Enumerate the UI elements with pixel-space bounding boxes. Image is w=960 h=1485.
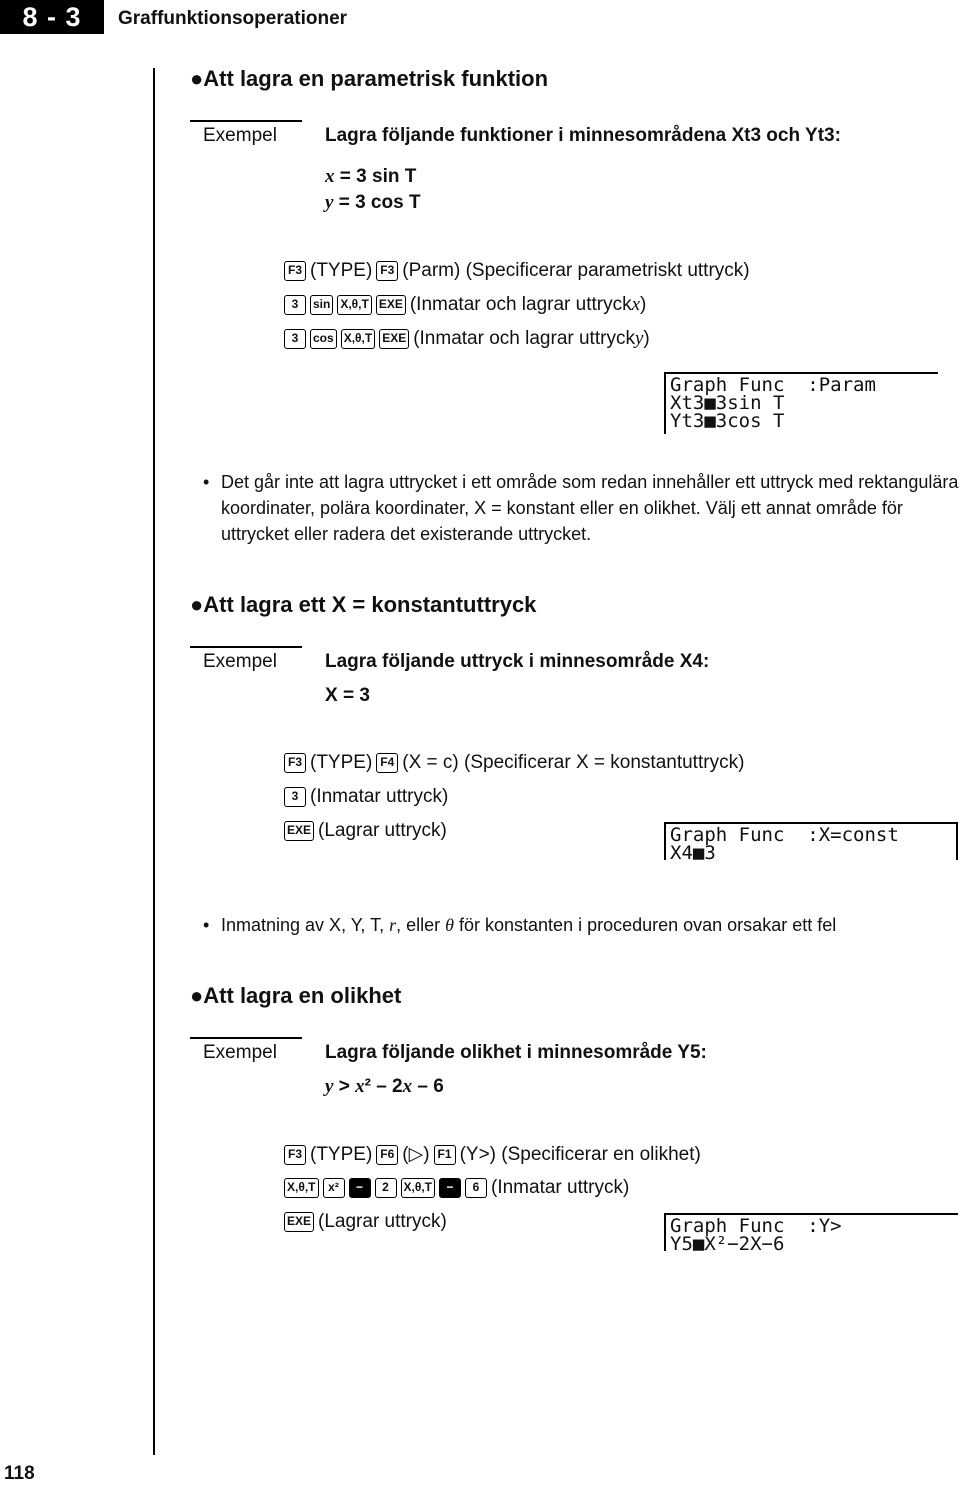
f3-key: F3 bbox=[284, 1145, 306, 1165]
step-text: (TYPE) bbox=[310, 260, 373, 281]
example-text: Lagra följande funktioner i minnesområdena Xt3 och Yt3: bbox=[325, 125, 841, 146]
example-text: Lagra följande uttryck i minnesområde X4: bbox=[325, 651, 710, 672]
x-theta-t-key: X,θ,T bbox=[401, 1178, 436, 1198]
step-text: ) bbox=[640, 294, 647, 315]
calculator-screen: Graph Func :Y> Y5■X²−2X−6 bbox=[664, 1213, 958, 1251]
step-row bbox=[284, 260, 750, 282]
example-label: Exempel bbox=[203, 651, 277, 672]
step-text: ) bbox=[643, 328, 650, 349]
calculator-screen: Graph Func :X=const X4■3 bbox=[664, 822, 958, 860]
step-text: (Inmatar uttryck) bbox=[310, 786, 449, 807]
chapter-title: Graffunktionsoperationer bbox=[118, 8, 348, 29]
step-text: (X = c) (Specificerar X = konstantuttryck) bbox=[402, 752, 745, 773]
step-row bbox=[284, 752, 744, 774]
exe-key: EXE bbox=[284, 1212, 314, 1232]
exe-key: EXE bbox=[379, 329, 409, 349]
f6-key: F6 bbox=[376, 1145, 398, 1165]
step-row bbox=[284, 328, 650, 350]
step-text: (Lagrar uttryck) bbox=[318, 820, 447, 841]
example-rule bbox=[190, 646, 302, 648]
example-rule bbox=[190, 1037, 302, 1039]
step-row bbox=[284, 820, 447, 842]
step-text: (TYPE) bbox=[310, 752, 373, 773]
example-rule bbox=[190, 120, 302, 122]
x-squared-key: x² bbox=[323, 1178, 345, 1198]
formula-x-const: X = 3 bbox=[325, 685, 370, 706]
formula-y: y = 3 cos T bbox=[325, 192, 421, 213]
step-row bbox=[284, 1211, 447, 1233]
example-label: Exempel bbox=[203, 125, 277, 146]
section-title-parametric: ●Att lagra en parametrisk funktion bbox=[190, 66, 549, 91]
exe-key: EXE bbox=[284, 821, 314, 841]
f3-key: F3 bbox=[284, 261, 306, 281]
minus-key: − bbox=[349, 1178, 371, 1198]
x-theta-t-key: X,θ,T bbox=[337, 295, 372, 315]
f1-key: F1 bbox=[434, 1145, 456, 1165]
sin-key: sin bbox=[310, 295, 333, 315]
margin-rule bbox=[153, 68, 155, 1455]
example-label: Exempel bbox=[203, 1042, 277, 1063]
step-row bbox=[284, 1143, 701, 1166]
f3-key: F3 bbox=[284, 753, 306, 773]
exe-key: EXE bbox=[376, 295, 406, 315]
calculator-screen: Graph Func :Param Xt3■3sin T Yt3■3cos T bbox=[664, 372, 938, 434]
step-text: (▷) bbox=[402, 1144, 430, 1165]
step-var: y bbox=[634, 328, 644, 349]
f4-key: F4 bbox=[376, 753, 398, 773]
section-title-inequality: ●Att lagra en olikhet bbox=[190, 983, 402, 1008]
digit-2-key: 2 bbox=[375, 1178, 397, 1198]
digit-3-key: 3 bbox=[284, 787, 306, 807]
step-text: (Parm) (Specificerar parametriskt uttryck) bbox=[402, 260, 750, 281]
page-number: 118 bbox=[4, 1463, 35, 1484]
step-row bbox=[284, 1177, 629, 1199]
digit-3-key: 3 bbox=[284, 329, 306, 349]
f3-key: F3 bbox=[376, 261, 398, 281]
step-text: (TYPE) bbox=[310, 1143, 373, 1165]
step-row bbox=[284, 294, 646, 316]
step-text: (Y>) (Specificerar en olikhet) bbox=[459, 1143, 701, 1165]
minus-key: − bbox=[439, 1178, 461, 1198]
formula-x: x = 3 sin T bbox=[325, 166, 417, 187]
step-row bbox=[284, 786, 448, 808]
formula-inequality: y > x² – 2x – 6 bbox=[325, 1076, 444, 1097]
step-text: (Lagrar uttryck) bbox=[318, 1211, 447, 1232]
x-theta-t-key: X,θ,T bbox=[284, 1178, 319, 1198]
digit-3-key: 3 bbox=[284, 295, 306, 315]
digit-6-key: 6 bbox=[465, 1178, 487, 1198]
chapter-number: 8 - 3 bbox=[0, 0, 104, 34]
cos-key: cos bbox=[310, 329, 337, 349]
step-var: x bbox=[631, 294, 641, 315]
step-text: (Inmatar och lagrar uttryck bbox=[413, 328, 635, 349]
x-theta-t-key: X,θ,T bbox=[341, 329, 376, 349]
step-text: (Inmatar uttryck) bbox=[491, 1177, 630, 1198]
example-text: Lagra följande olikhet i minnesområde Y5: bbox=[325, 1042, 707, 1063]
section-title-constant: ●Att lagra ett X = konstantuttryck bbox=[190, 592, 537, 617]
step-text: (Inmatar och lagrar uttryck bbox=[409, 294, 632, 315]
